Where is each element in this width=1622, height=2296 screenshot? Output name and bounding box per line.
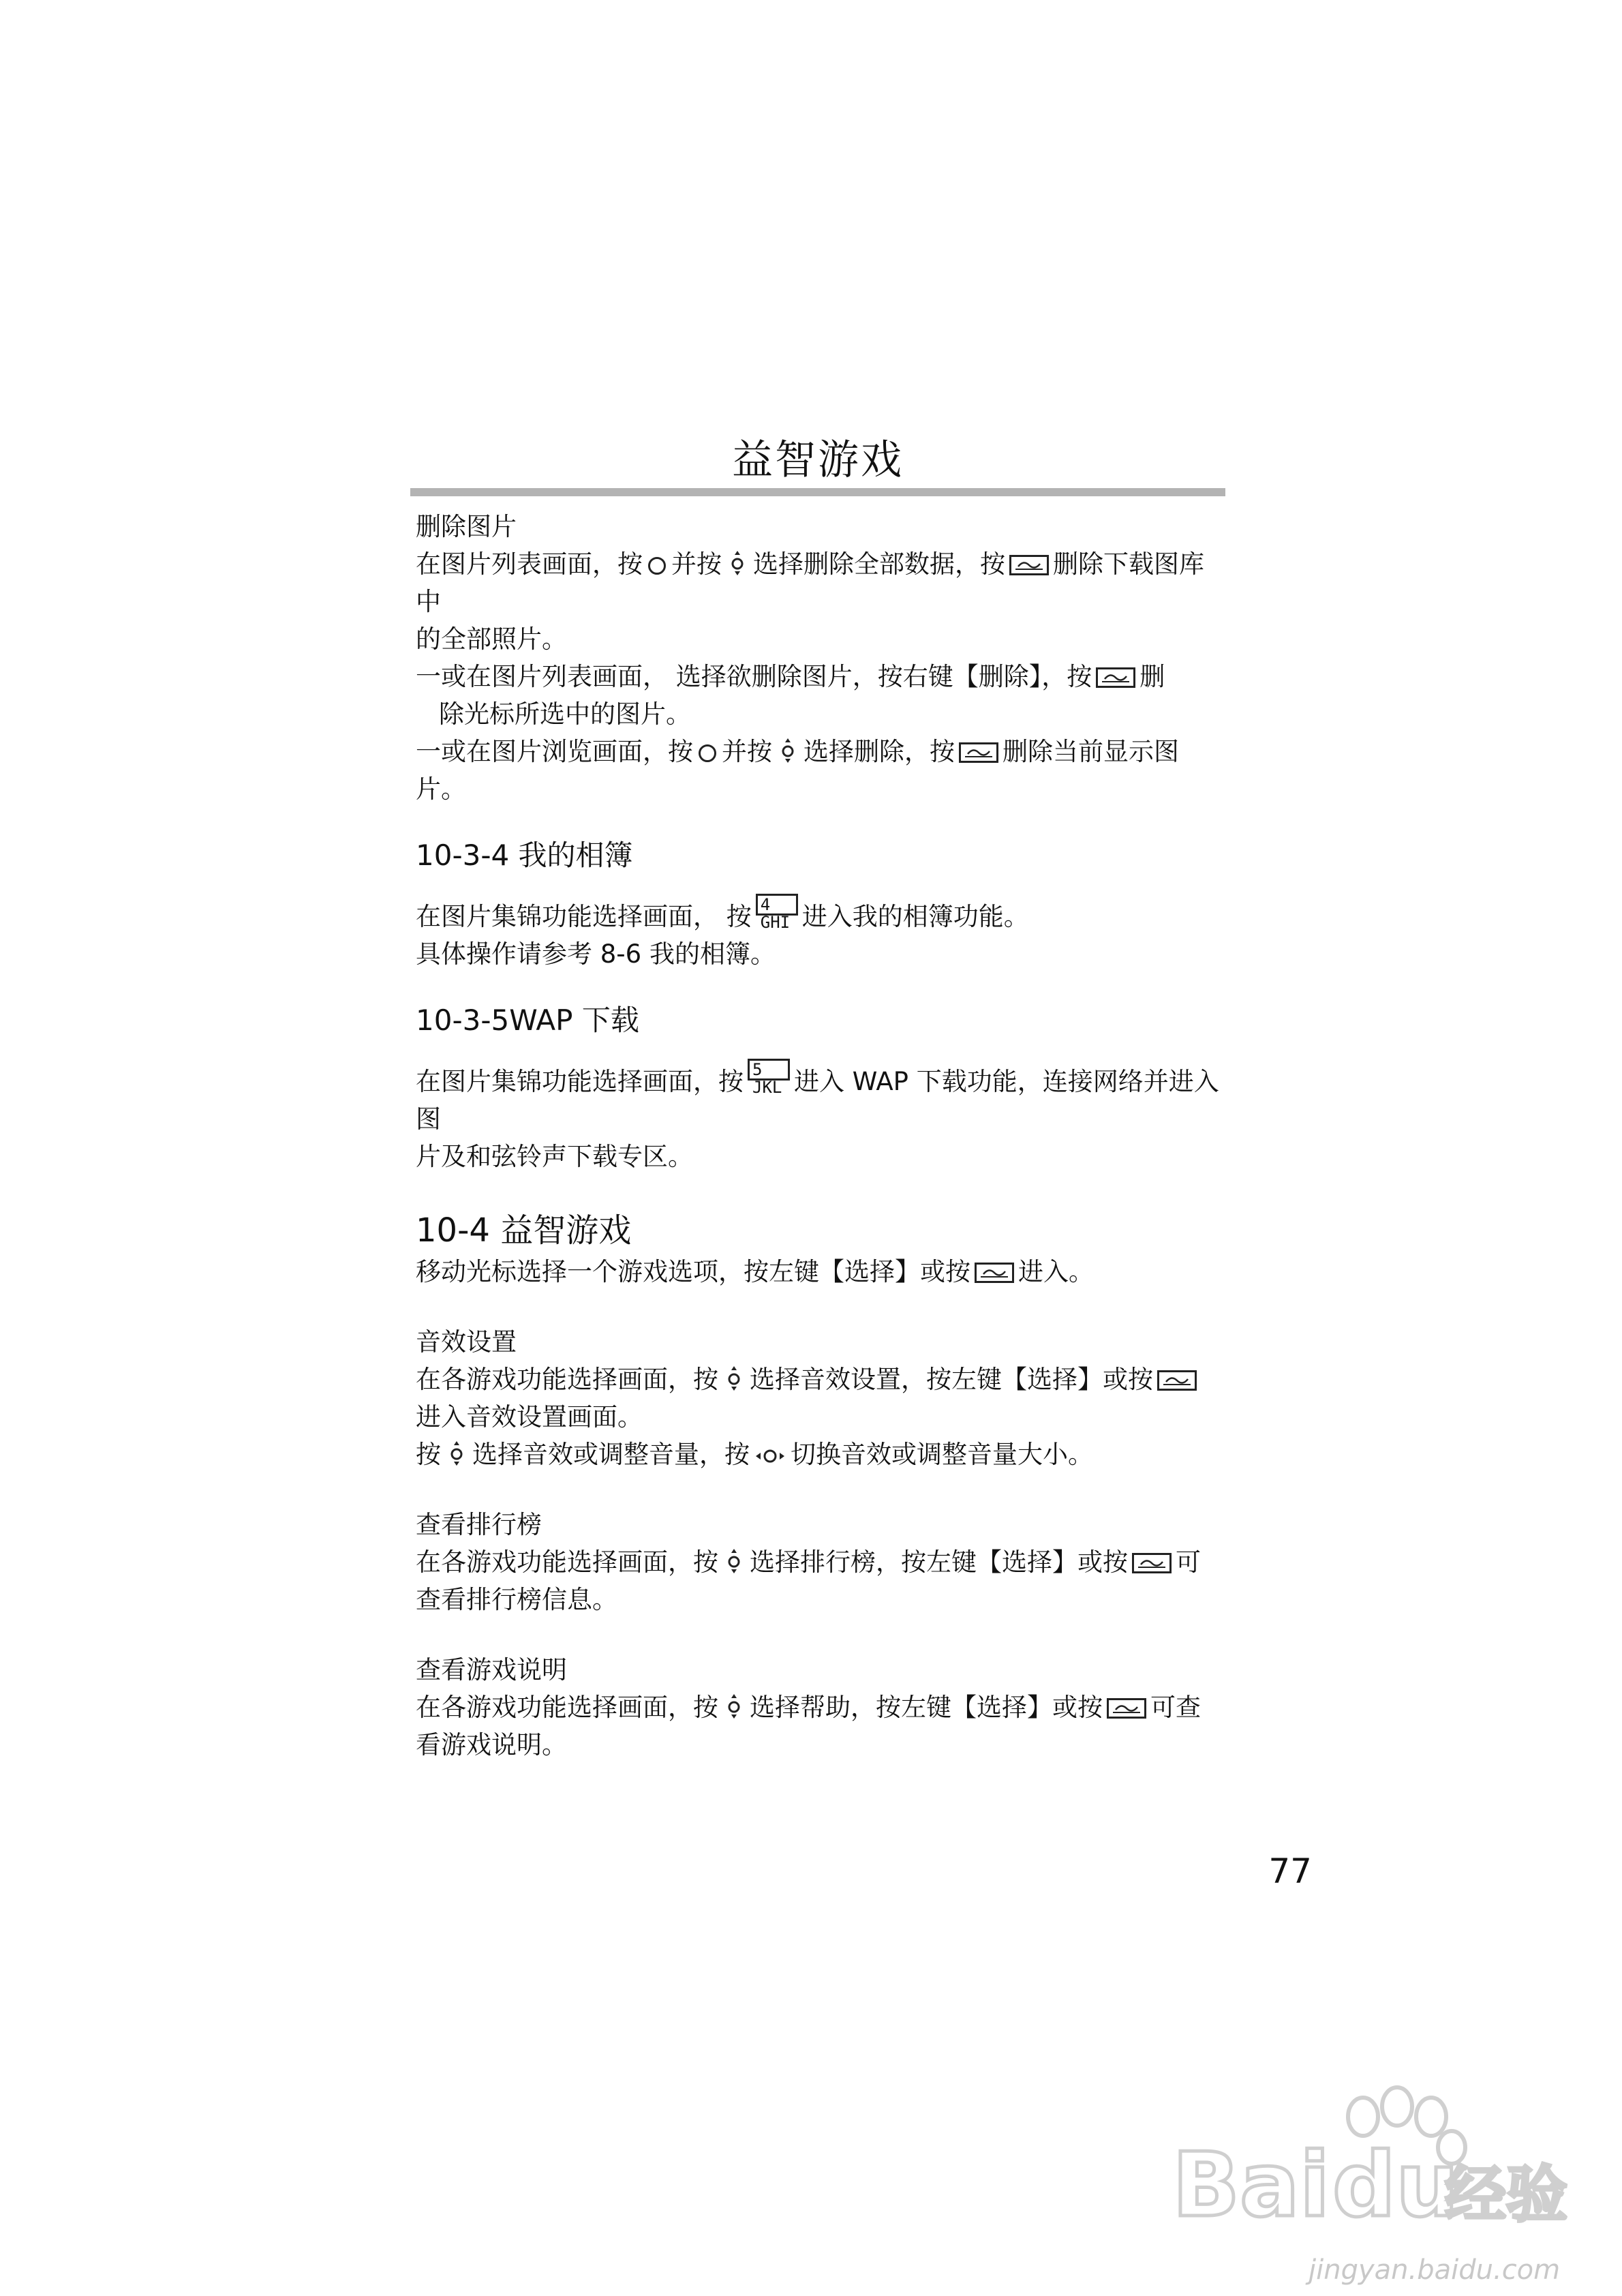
watermark-url: jingyan.baidu.com bbox=[1309, 2254, 1561, 2286]
circle-key-icon bbox=[699, 744, 716, 762]
text: 删 bbox=[1139, 662, 1165, 691]
text: 可 bbox=[1176, 1547, 1201, 1577]
paragraph bbox=[416, 1361, 1227, 1398]
paragraph bbox=[416, 1436, 1227, 1473]
svg-text:经验: 经验 bbox=[1445, 2159, 1567, 2231]
text: 按 bbox=[416, 1440, 441, 1469]
text: 在图片列表画面，按 bbox=[416, 549, 643, 579]
text: 在图片集锦功能选择画面， 按 bbox=[416, 902, 752, 931]
text: 选择音效或调整音量，按 bbox=[472, 1440, 750, 1469]
title-underline bbox=[410, 488, 1225, 496]
nav-updown-icon bbox=[724, 1547, 744, 1575]
section-heading: 10-3-5WAP 下载 bbox=[416, 1003, 639, 1037]
text: 选择音效设置，按左键【选择】或按 bbox=[750, 1365, 1153, 1394]
paragraph bbox=[416, 658, 1227, 695]
section-heading: 10-3-4 我的相簿 bbox=[416, 839, 633, 872]
ok-key-icon bbox=[1107, 1698, 1146, 1719]
ok-key-icon bbox=[975, 1263, 1014, 1283]
ok-key-icon bbox=[959, 742, 998, 763]
text: 选择删除全部数据，按 bbox=[753, 549, 1005, 579]
circle-key-icon bbox=[648, 557, 666, 575]
paragraph: 查看排行榜信息。 bbox=[416, 1585, 617, 1614]
paragraph: 具体操作请参考 8-6 我的相簿。 bbox=[416, 939, 776, 969]
section-sound-settings bbox=[416, 1323, 1227, 1473]
section-puzzle-games bbox=[416, 1208, 1227, 1290]
paragraph: 除光标所选中的图片。 bbox=[439, 699, 691, 729]
text: 选择删除，按 bbox=[804, 737, 955, 766]
svg-text:du: du bbox=[1332, 2133, 1459, 2237]
nav-updown-icon bbox=[724, 1693, 744, 1720]
page-number: 77 bbox=[1268, 1852, 1312, 1891]
nav-updown-icon bbox=[778, 737, 798, 764]
text: 选择排行榜，按左键【选择】或按 bbox=[750, 1547, 1128, 1577]
text: 进入我的相簿功能。 bbox=[801, 902, 1029, 931]
section-leaderboard bbox=[416, 1506, 1227, 1618]
paragraph bbox=[416, 1543, 1227, 1581]
text: 一或在图片浏览画面，按 bbox=[416, 737, 693, 766]
ok-key-icon bbox=[1132, 1553, 1172, 1573]
ok-key-icon bbox=[1096, 667, 1135, 688]
text: 选择帮助，按左键【选择】或按 bbox=[750, 1693, 1103, 1722]
text: 并按 bbox=[671, 549, 722, 579]
baidu-watermark-logo bbox=[1159, 2079, 1567, 2250]
key-4-icon: 4 GHI bbox=[756, 894, 798, 916]
section-heading: 删除图片 bbox=[416, 512, 517, 541]
section-my-album bbox=[416, 835, 1227, 973]
page-title: 益智游戏 bbox=[732, 436, 904, 484]
section-game-help bbox=[416, 1651, 1227, 1764]
nav-updown-icon bbox=[727, 549, 748, 577]
text: 在图片集锦功能选择画面，按 bbox=[416, 1067, 744, 1096]
paragraph bbox=[416, 1059, 1227, 1138]
text: 移动光标选择一个游戏选项，按左键【选择】或按 bbox=[416, 1257, 970, 1286]
section-delete-pictures bbox=[416, 508, 1227, 808]
nav-updown-icon bbox=[446, 1440, 467, 1467]
text: 一或在图片列表画面， 选择欲删除图片，按右键【删除】，按 bbox=[416, 662, 1092, 691]
paragraph bbox=[416, 894, 1227, 935]
section-wap-download bbox=[416, 1000, 1227, 1175]
paragraph: 的全部照片。 bbox=[416, 624, 567, 654]
paragraph bbox=[416, 545, 1227, 620]
section-heading: 10-4 益智游戏 bbox=[416, 1211, 632, 1250]
paragraph bbox=[416, 1253, 1227, 1290]
section-heading: 音效设置 bbox=[416, 1327, 517, 1357]
text: 在各游戏功能选择画面，按 bbox=[416, 1365, 718, 1394]
text: 删除当前显示图片。 bbox=[416, 737, 1179, 804]
text: 可查 bbox=[1150, 1693, 1201, 1722]
section-heading: 查看游戏说明 bbox=[416, 1655, 567, 1685]
paragraph bbox=[416, 1689, 1227, 1726]
paragraph: 进入音效设置画面。 bbox=[416, 1402, 643, 1432]
key-5-icon: 5 JKL bbox=[748, 1059, 790, 1081]
paragraph: 片及和弦铃声下载专区。 bbox=[416, 1142, 693, 1171]
text: 并按 bbox=[722, 737, 772, 766]
text: 进入 WAP 下载功能，连接网络并进入图 bbox=[416, 1067, 1219, 1134]
nav-leftright-icon bbox=[754, 1447, 786, 1466]
ok-key-icon bbox=[1157, 1370, 1197, 1391]
section-heading: 查看排行榜 bbox=[416, 1510, 542, 1539]
text: 切换音效或调整音量大小。 bbox=[791, 1440, 1093, 1469]
text: 在各游戏功能选择画面，按 bbox=[416, 1547, 718, 1577]
text: 在各游戏功能选择画面，按 bbox=[416, 1693, 718, 1722]
text: 删除下载图库中 bbox=[416, 549, 1204, 616]
paragraph bbox=[416, 733, 1227, 808]
page-content bbox=[416, 508, 1227, 1764]
paragraph: 看游戏说明。 bbox=[416, 1730, 567, 1759]
nav-updown-icon bbox=[724, 1365, 744, 1392]
text: 进入。 bbox=[1018, 1257, 1094, 1286]
svg-text:Bai: Bai bbox=[1172, 2133, 1330, 2237]
ok-key-icon bbox=[1009, 555, 1049, 575]
